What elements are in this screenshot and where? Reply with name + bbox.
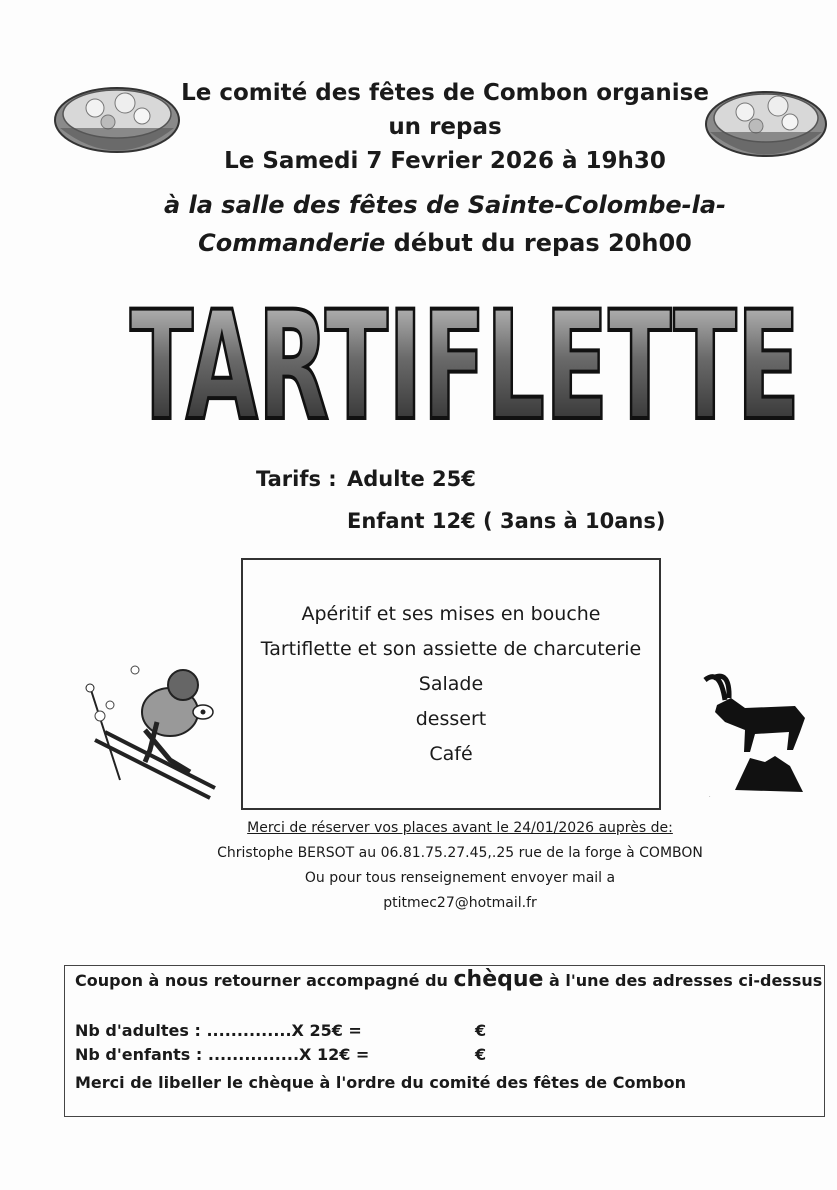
event-header: [150, 76, 740, 178]
svg-text:.: .: [709, 793, 711, 799]
skier-icon: [75, 650, 235, 800]
coupon-intro-cheque: chèque: [453, 967, 544, 992]
coupon-cheque-order: Merci de libeller le chèque à l'ordre du comité des fêtes de Combon: [75, 1073, 686, 1092]
contact-person: Christophe BERSOT au 06.81.75.27.45,.25 rue de la forge à COMBON: [217, 845, 703, 861]
meal-start-time: début du repas 20h00: [385, 229, 692, 257]
coupon-intro-b: à l'une des adresses ci-dessus: [543, 971, 823, 990]
menu-item: Salade: [418, 673, 484, 695]
coupon-adults-euro: €: [475, 1021, 487, 1040]
menu-item: Apéritif et ses mises en bouche: [301, 603, 601, 625]
contact-email[interactable]: ptitmec27@hotmail.fr: [383, 895, 537, 911]
header-line-meal: un repas: [388, 114, 502, 140]
location-commanderie: Commanderie: [198, 229, 386, 257]
menu-item: dessert: [415, 708, 487, 730]
ibex-icon: [695, 670, 815, 800]
coupon-intro: [75, 967, 822, 992]
coupon-children-line: Nb d'enfants : ...............X 12€ =: [75, 1045, 370, 1064]
tartiflette-title: [120, 300, 810, 430]
coupon-children-euro: €: [475, 1045, 487, 1064]
reservation-deadline: Merci de réserver vos places avant le 24/01/2026 auprès de:: [247, 820, 673, 836]
coupon-adults-line: Nb d'adultes : ..............X 25€ =: [75, 1021, 362, 1040]
coupon-box: [64, 965, 825, 1117]
header-line-date: Le Samedi 7 Fevrier 2026 à 19h30: [224, 148, 666, 174]
tarif-adult: Adulte 25€: [347, 467, 476, 491]
coupon-intro-a: Coupon à nous retourner accompagné du: [75, 971, 454, 990]
menu-item: Café: [429, 743, 473, 765]
menu-item: Tartiflette et son assiette de charcuterie: [260, 638, 642, 660]
reservation-info: [150, 816, 770, 916]
tarif-child: Enfant 12€ ( 3ans à 10ans): [347, 509, 666, 533]
menu-box: [241, 558, 661, 810]
tartiflette-title-text: TARTIFLETTE: [130, 300, 800, 430]
event-location: [120, 186, 770, 262]
header-line-organiser: Le comité des fêtes de Combon organise: [181, 80, 709, 106]
tarifs-label: Tarifs :: [256, 467, 337, 491]
location-line-2: [120, 224, 770, 262]
contact-mail-intro: Ou pour tous renseignement envoyer mail a: [304, 870, 616, 886]
location-line-1: à la salle des fêtes de Sainte-Colombe-la-: [163, 191, 727, 219]
